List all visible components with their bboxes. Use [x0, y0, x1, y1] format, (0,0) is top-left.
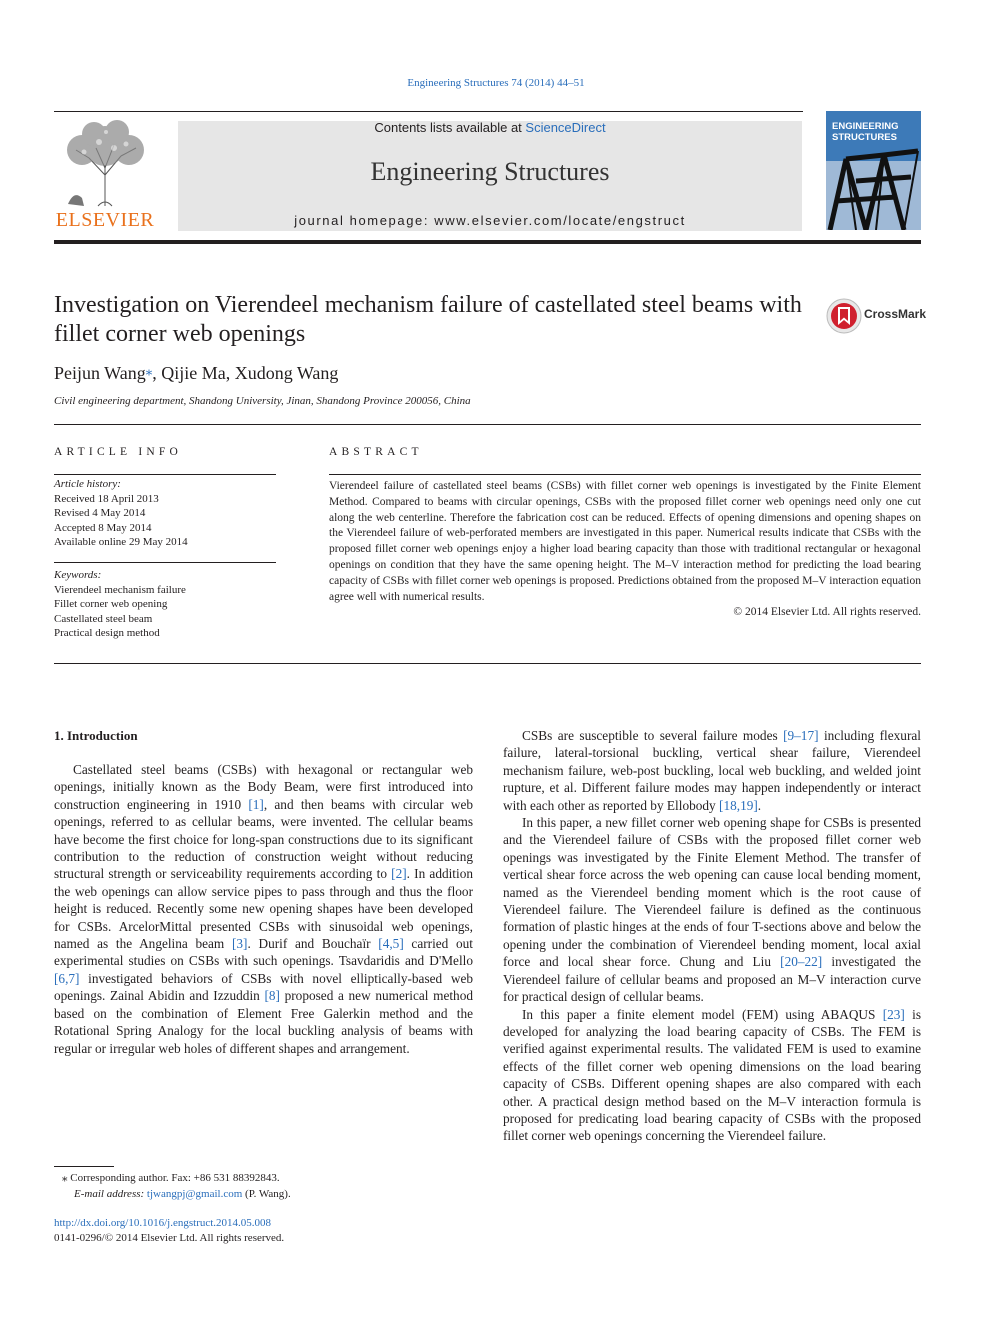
cover-title-line1: ENGINEERING — [832, 121, 899, 132]
journal-name: Engineering Structures — [370, 157, 610, 186]
footnote — [54, 1170, 291, 1202]
affiliation: Civil engineering department, Shandong University, Jinan, Shandong Province 200056, China — [54, 395, 471, 407]
header-top-rule — [54, 111, 803, 112]
journal-banner — [178, 121, 802, 231]
crossmark-badge[interactable] — [826, 298, 926, 334]
other-authors: , Qijie Ma, Xudong Wang — [152, 363, 339, 383]
divider — [54, 424, 921, 425]
citation-link[interactable]: [3] — [231, 936, 248, 952]
keywords-label: Keywords: — [54, 569, 102, 581]
keyword: Castellated steel beam — [54, 612, 153, 625]
citation-link[interactable]: [8] — [264, 988, 280, 1004]
journal-cover-image[interactable] — [826, 111, 921, 230]
history-revised: Revised 4 May 2014 — [54, 507, 146, 519]
journal-reference-link[interactable]: Engineering Structures 74 (2014) 44–51 — [407, 77, 585, 89]
email-label: E-mail address: — [74, 1188, 147, 1200]
footnote-rule — [54, 1166, 114, 1167]
abstract-copyright: © 2014 Elsevier Ltd. All rights reserved. — [733, 606, 921, 619]
contents-prefix: Contents lists available at — [374, 120, 526, 135]
elsevier-tree-icon — [54, 120, 156, 208]
body-paragraph: Castellated steel beams (CSBs) with hexagonal or rectangular web openings, initially known as the Body Beam, were first introduced into construction engineering in 1910 [1], and then beams with circular web openings, referred to as cellular beams, were invented. The cellular beams have become the first choice for long-span constructions due to its significant contribution to the reduction of construction weight without reducing structural strength or serviceability requirements according to [2]. In addition the web openings can allow service pipes to pass through and thus the floor height is reduced. Recently some new opening shapes have been developed for CSBs. ArcelorMittal presented CSBs with sinusoidal web openings, named as the Angelina beam [3]. Durif and Bouchaïr [4,5] carried out experimental studies on CSBs with such openings. Tsavdaridis and D'Mello [6,7] investigated behaviors of CSBs with novel elliptically-based web openings. Zainal Abidin and Izzuddin [8] proposed a new numerical method based on the combination of Element Free Galerkin method and the Rotational Spring Analogy for the local buckling analysis of beams with regular or irregular web holes of different shapes and arrangement. — [54, 762, 474, 1056]
cover-title-line2: STRUCTURES — [832, 132, 897, 143]
email-link[interactable]: tjwangpj@gmail.com — [146, 1188, 243, 1200]
citation-link[interactable]: [2] — [391, 866, 407, 882]
article-info-heading: ARTICLE INFO — [54, 446, 182, 458]
body-column-left — [54, 761, 473, 1057]
crossmark-label: CrossMark — [864, 307, 927, 321]
history-accepted: Accepted 8 May 2014 — [54, 521, 152, 534]
elsevier-logo[interactable] — [54, 120, 156, 232]
citation-link[interactable]: [23] — [882, 1006, 905, 1022]
header-thick-rule — [54, 240, 921, 244]
corresponding-author-note: ⁎ Corresponding author. Fax: +86 531 88392843. — [62, 1172, 280, 1184]
doi-block — [54, 1216, 284, 1246]
article-history — [54, 477, 188, 550]
issn-copyright: 0141-0296/© 2014 Elsevier Ltd. All rights reserved. — [54, 1232, 285, 1244]
bridge-structure-icon — [826, 111, 921, 230]
history-label: Article history: — [54, 478, 121, 490]
journal-homepage-link[interactable]: journal homepage: www.elsevier.com/locate/engstruct — [294, 213, 686, 228]
abstract — [329, 479, 921, 621]
keyword: Practical design method — [54, 627, 160, 639]
citation-link[interactable]: [18,19] — [719, 797, 758, 813]
citation-link[interactable]: [20–22] — [780, 954, 823, 970]
citation-link[interactable]: [9–17] — [783, 728, 819, 743]
citation-link[interactable]: [6,7] — [54, 970, 80, 986]
elsevier-wordmark: ELSEVIER — [55, 209, 155, 231]
body-paragraph: In this paper, a new fillet corner web opening shape for CSBs is presented and the Vierendeel failure of CSBs with the proposed fillet corner web openings was investigated by the Finite Element Method. The transfer of vertical shear force across the web opening can cause local bending moment, named as the Vierendeel bending moment which is the root cause of Vierendeel failure. The Vierendeel failure is defined as the continuous formation of plastic hinges at the ends of four T-sections above and below the opening under the combination of Vierendeel bending moment, local axial force and local shear force. Chung and Liu [20–22] investigated the Vierendeel failure of cellular beams and proposed an M–V interaction curve for practical design of cellular beams. — [503, 815, 921, 1005]
corresponding-author-mark[interactable]: ⁎ — [145, 363, 153, 378]
sciencedirect-link[interactable]: ScienceDirect — [525, 120, 606, 135]
crossmark-icon — [826, 298, 862, 334]
abstract-heading: ABSTRACT — [329, 446, 423, 458]
divider — [54, 663, 921, 664]
divider — [54, 562, 276, 563]
keyword: Fillet corner web opening — [54, 598, 168, 610]
citation-link[interactable]: [1] — [248, 796, 264, 812]
section-heading-introduction: 1. Introduction — [54, 728, 138, 743]
abstract-text: Vierendeel failure of castellated steel beams (CSBs) with fillet corner web openings is investigated by the Finite Element Method. Compared to beams with circular openings, CSBs with the proposed fillet corner web openings need only one cut along the web centerline. Therefore the fabrication cost can be reduced. Effects of opening dimensions and opening shapes on the Vierendeel failure of web-perforated members are investigated in this paper. Numerical results indicate that CSBs with the proposed fillet corner web openings enjoy a higher load bearing capacity than those with traditional rectangular or hexagonal openings on condition that they have the same opening height. The M–V interaction method for predicting the load bearing capacity of CSBs with fillet corner web openings is proposed. Predictions obtained from the proposed M–V interaction equation agree well with numerical results. — [329, 480, 921, 603]
citation-link[interactable]: [4,5] — [378, 936, 404, 952]
contents-line — [178, 121, 802, 135]
author-name: Peijun Wang — [54, 363, 146, 383]
doi-link[interactable]: http://dx.doi.org/10.1016/j.engstruct.2014.05.008 — [54, 1217, 272, 1229]
body-paragraph: CSBs are susceptible to several failure modes [9–17] including flexural failure, lateral-torsional buckling, vertical shear failure, Vierendeel mechanism failure, web-post buckling, local web buckling, and welded joint rupture, et al. Different failure modes may happen independently or interact with each other as reported by Ellobody [18,19]. — [503, 728, 921, 813]
email-suffix: (P. Wang). — [242, 1188, 291, 1200]
keywords — [54, 568, 186, 641]
article-title: Investigation on Vierendeel mechanism failure of castellated steel beams with fillet corner web openings — [54, 292, 802, 347]
divider — [54, 474, 276, 475]
keyword: Vierendeel mechanism failure — [54, 583, 186, 596]
history-online: Available online 29 May 2014 — [54, 536, 188, 548]
divider — [329, 474, 921, 475]
body-column-right — [503, 727, 921, 1145]
history-received: Received 18 April 2013 — [54, 492, 159, 505]
author-list — [54, 363, 338, 384]
body-paragraph: In this paper a finite element model (FEM) using ABAQUS [23] is developed for analyzing the load bearing capacity of CSBs. The FEM is verified against experimental results. The validated FEM is used to examine effects of the fillet corner web opening dimensions on the load bearing capacity of CSBs. Different opening shapes are also compared with each other. A practical design method based on the M–V interaction formula is proposed for predicating load bearing capacity of CSBs with the proposed fillet corner web openings concerning the Vierendeel failure. — [503, 1006, 921, 1144]
